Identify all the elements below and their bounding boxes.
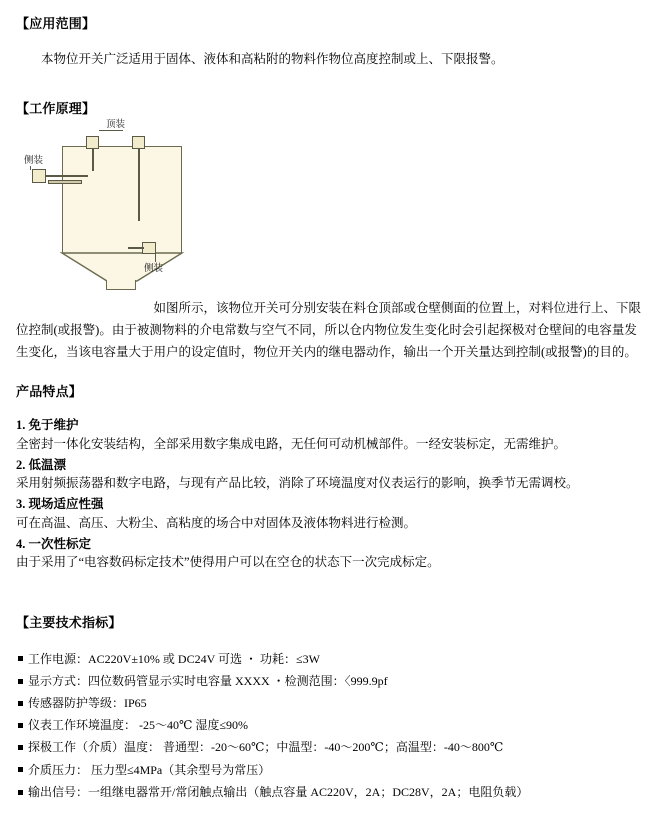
bullet-icon (18, 701, 23, 706)
spec-item (16, 670, 649, 692)
label-top-mount: 顶装 (106, 119, 126, 130)
spec-text: 输出信号：一组继电器常开/常闭触点输出（触点容量 AC220V，2A；DC28V，2A；电阻负载） (28, 784, 529, 799)
spec-text: 仪表工作环境温度： -25～40℃ 湿度≤90% (28, 718, 249, 733)
probe-side-right-rod (128, 247, 144, 249)
spec-item (16, 648, 649, 670)
spacer (16, 407, 649, 416)
label-left-mount: 侧装 (24, 155, 44, 166)
feature-text: 采用射频振荡器和数字电路，与现有产品比较，消除了环境温度对仪表运行的影响，换季节无需调校。 (16, 476, 579, 491)
principle-heading: 【工作原理】 (16, 100, 96, 116)
silo-outlet (106, 280, 136, 290)
features-heading: 产品特点】 (16, 383, 83, 399)
bullet-icon (18, 656, 23, 661)
principle-body: 如图所示，该物位开关可分别安装在料仓顶部或仓壁侧面的位置上，对料位进行上、下限位控制(或报警)。由于被测物料的介电常数与空气不同，所以仓内物位发生变化时会引起探极对仓壁间的电容量发生变化，当该电容量大于用户的设定值时，物位开关内的继电器动作，输出一个开关量达到控制(或报警)的目的。 (16, 301, 642, 359)
silo-body (62, 146, 182, 254)
probe-top-left-housing (86, 136, 99, 149)
feature-title: 4. 一次性标定 (16, 536, 92, 551)
spec-item (16, 714, 649, 736)
spacer (16, 69, 649, 99)
feature-title: 2. 低温漂 (16, 457, 67, 472)
spacer (16, 40, 649, 49)
probe-top-right-rod (138, 149, 140, 221)
feature-title: 1. 免于维护 (16, 418, 79, 433)
spec-item (16, 692, 649, 714)
feature-title: 3. 现场适应性强 (16, 497, 104, 512)
spacer (16, 364, 649, 382)
section-principle (16, 99, 649, 364)
leader-right (155, 254, 156, 262)
bullet-icon (18, 790, 23, 795)
scope-body: 本物位开关广泛适用于固体、液体和高粘附的物料作物位高度控制或上、下限报警。 (41, 51, 504, 66)
probe-side-right-housing (142, 242, 156, 254)
label-right-mount: 侧装 (144, 263, 164, 274)
spec-text: 探极工作（介质）温度： 普通型：-20～60℃；中温型：-40～200℃；高温型：-40～800℃ (28, 740, 504, 755)
feature-text: 可在高温、高压、大粉尘、高粘度的场合中对固体及液体物料进行检测。 (16, 515, 417, 530)
spacer (16, 604, 649, 613)
feature-text: 由于采用了“电容数码标定技术”使得用户可以在空仓的状态下一次完成标定。 (16, 555, 440, 570)
spec-item (16, 759, 649, 781)
probe-side-left-rod-thick (48, 180, 82, 184)
bullet-icon (18, 745, 23, 750)
spacer (16, 639, 649, 648)
silo-cone (62, 253, 182, 283)
working-principle-diagram (24, 119, 324, 294)
specs-heading: 【主要技术指标】 (16, 615, 122, 631)
spec-item (16, 781, 649, 803)
probe-top-right-housing (132, 136, 145, 149)
section-features (16, 382, 649, 573)
spec-text: 工作电源：AC220V±10% 或 DC24V 可选 ・ 功耗：≤3W (28, 651, 320, 666)
spec-text: 介质压力： 压力型≤4MPa（其余型号为常压） (28, 762, 271, 777)
feature-text: 全密封一体化安装结构，全部采用数字集成电路，无任何可动机械部件。一经安装标定，无需维护。 (16, 436, 567, 451)
spec-text: 显示方式：四位数码管显示实时电容量 XXXX ・检测范围：〈999.9pf (28, 673, 388, 688)
probe-side-left-rod (46, 175, 88, 177)
bullet-icon (18, 679, 23, 684)
probe-top-left-rod (92, 149, 94, 171)
section-specs (16, 613, 649, 803)
spacer (16, 574, 649, 604)
spec-item (16, 736, 649, 758)
section-scope (16, 14, 649, 69)
bullet-icon (18, 767, 23, 772)
probe-side-left-housing (32, 169, 46, 183)
scope-heading: 【应用范围】 (16, 16, 96, 31)
spec-text: 传感器防护等级：IP65 (28, 696, 147, 710)
bullet-icon (18, 723, 23, 728)
